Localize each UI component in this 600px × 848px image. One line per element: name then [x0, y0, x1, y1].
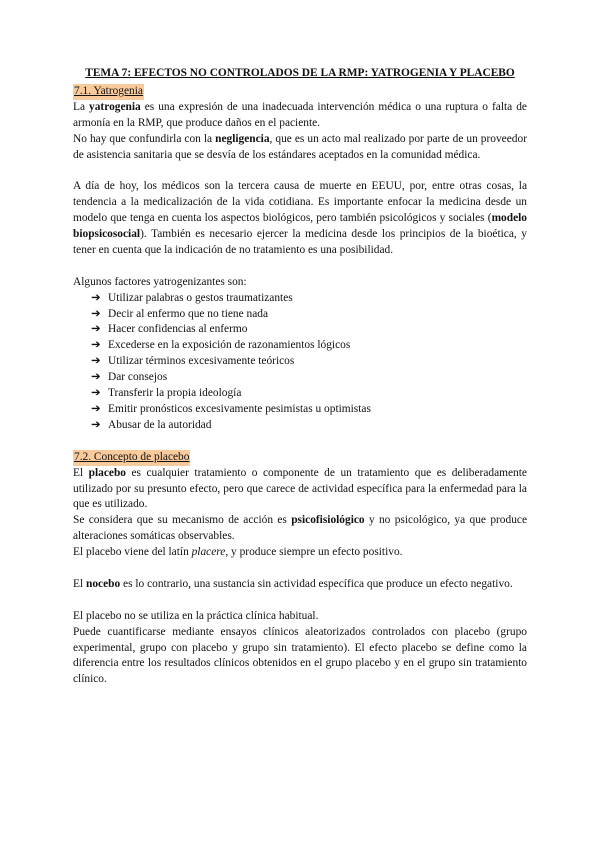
factor-list-item	[91, 338, 527, 354]
factor-list-item	[91, 402, 527, 418]
paragraph-negligencia: No hay que confundirla con la negligencia, que es un acto mal realizado por parte de un proveedor de asistencia sanitaria que se desvía de los estándares aceptados en la comunidad médica.	[73, 132, 527, 161]
section-heading-yatrogenia: 7.1. Yatrogenia	[73, 84, 144, 100]
factor-list-item	[91, 307, 527, 323]
paragraph-mecanismo: Se considera que su mecanismo de acción es psicofisiológico y no psicológico, ya que produce alteraciones somáticas observables.	[73, 514, 528, 543]
factor-text: Transferir la propia ideología	[108, 387, 242, 400]
factor-list-item	[91, 386, 527, 402]
factor-list-item	[91, 370, 527, 386]
factor-list	[73, 291, 527, 434]
factor-text: Utilizar términos excesivamente teóricos	[108, 355, 295, 368]
arrow-bullet-icon: ➔	[91, 387, 101, 400]
factor-text: Hacer confidencias al enfermo	[108, 323, 248, 336]
arrow-bullet-icon: ➔	[91, 371, 101, 384]
factor-list-item	[91, 418, 527, 434]
factors-intro: Algunos factores yatrogenizantes son:	[73, 275, 247, 288]
arrow-bullet-icon: ➔	[91, 307, 101, 320]
paragraph-placere: El placebo viene del latín placere, y produce siempre un efecto positivo.	[73, 546, 403, 559]
paragraph-nocebo: El nocebo es lo contrario, una sustancia sin actividad específica que produce un efecto negativo.	[73, 577, 513, 590]
factor-text: Emitir pronósticos excesivamente pesimistas u optimistas	[108, 403, 371, 415]
page-title: TEMA 7: EFECTOS NO CONTROLADOS DE LA RMP: YATROGENIA Y PLACEBO	[85, 67, 515, 79]
factor-list-item	[91, 291, 527, 307]
factor-list-item	[91, 322, 527, 338]
factor-text: Utilizar palabras o gestos traumatizantes	[108, 291, 293, 304]
document-body	[73, 66, 527, 688]
paragraph-placebo-definition: El placebo es cualquier tratamiento o componente de un tratamiento que es deliberadamente utilizado por su presunto efecto, pero que carece de actividad específica para la enfermedad para la que es utilizado.	[73, 466, 527, 511]
paragraph-yatrogenia-definition: La yatrogenia es una expresión de una inadecuada intervención médica o una ruptura o falta de armonía en la RMP, que produce daños en el paciente.	[73, 100, 527, 129]
factor-text: Decir al enfermo que no tiene nada	[108, 307, 269, 320]
paragraph-practica-clinica: El placebo no se utiliza en la práctica clínica habitual.	[73, 609, 319, 622]
arrow-bullet-icon: ➔	[91, 403, 101, 415]
arrow-bullet-icon: ➔	[91, 418, 101, 431]
factor-text: Abusar de la autoridad	[108, 418, 212, 431]
arrow-bullet-icon: ➔	[91, 323, 101, 336]
arrow-bullet-icon: ➔	[91, 291, 101, 304]
factor-list-item	[91, 354, 527, 370]
factor-text: Excederse en la exposición de razonamientos lógicos	[108, 339, 351, 352]
paragraph-modelo-biopsicosocial: A día de hoy, los médicos son la tercera causa de muerte en EEUU, por, entre otras cosas, la tendencia a la medicalización de la vida cotidiana. Es importante enfocar la medicina desde un modelo que tenga en cuenta los aspectos biológicos, pero también psicológicos y sociales (modelo biopsicosocial). También es necesario ejercer la medicina desde los principios de la bioética, y tener en cuenta que la indicación de no tratamiento es una posibilidad.	[73, 180, 527, 256]
factor-text: Dar consejos	[108, 371, 168, 384]
section-heading-placebo: 7.2. Concepto de placebo	[73, 450, 190, 466]
paragraph-ensayos-clinicos: Puede cuantificarse mediante ensayos clínicos aleatorizados controlados con placebo (grupo experimental, grupo con placebo y grupo sin tratamiento). El efecto placebo se define como la diferencia entre los resultados clínicos obtenidos en el grupo placebo y en el grupo sin tratamiento clínico.	[73, 625, 527, 686]
arrow-bullet-icon: ➔	[91, 355, 101, 368]
arrow-bullet-icon: ➔	[91, 339, 101, 352]
